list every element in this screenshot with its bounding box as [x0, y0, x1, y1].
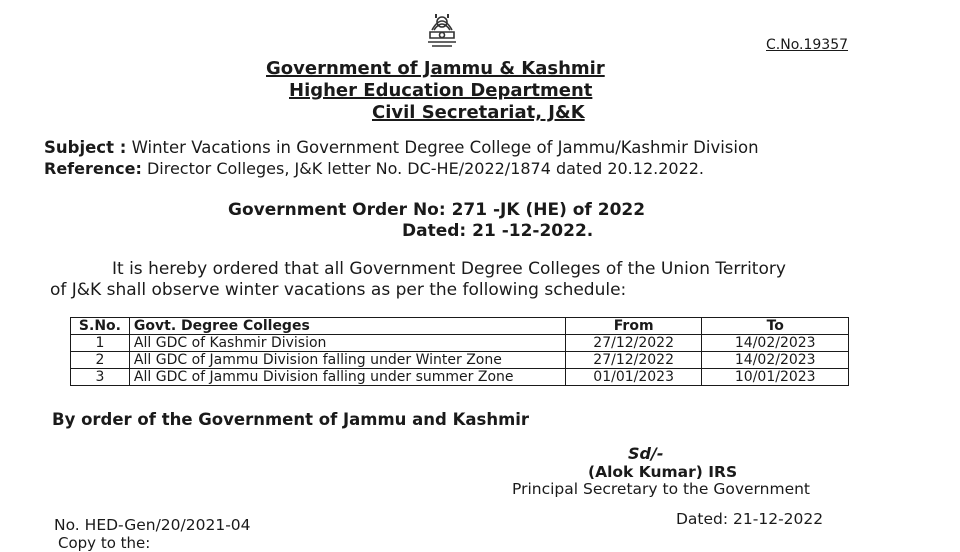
- header-colleges: Govt. Degree Colleges: [129, 318, 565, 335]
- cell-college: All GDC of Kashmir Division: [129, 335, 565, 352]
- reference-line: [44, 159, 704, 178]
- government-heading: Government of Jammu & Kashmir: [266, 58, 605, 79]
- order-body-line-1: It is hereby ordered that all Government Degree Colleges of the Union Territory: [112, 259, 786, 279]
- subject-label: Subject :: [44, 138, 127, 157]
- signatory-name: (Alok Kumar) IRS: [588, 463, 738, 481]
- order-date: Dated: 21 -12-2022.: [402, 221, 594, 241]
- cell-college: All GDC of Jammu Division falling under Winter Zone: [129, 352, 565, 369]
- table-row: [71, 369, 849, 386]
- cell-sno: 2: [71, 352, 130, 369]
- order-number: Government Order No: 271 -JK (HE) of 2022: [228, 200, 646, 220]
- cell-sno: 1: [71, 335, 130, 352]
- cell-from: 27/12/2022: [565, 352, 702, 369]
- cell-to: 10/01/2023: [702, 369, 849, 386]
- by-order-line: By order of the Government of Jammu and Kashmir: [52, 410, 530, 429]
- table-row: [71, 352, 849, 369]
- header-sno: S.No.: [71, 318, 130, 335]
- copy-to-line: Copy to the:: [58, 534, 151, 552]
- signature-mark: Sd/-: [628, 444, 664, 463]
- circular-number: C.No.19357: [766, 37, 849, 53]
- cell-to: 14/02/2023: [702, 352, 849, 369]
- cell-to: 14/02/2023: [702, 335, 849, 352]
- secretariat-heading: Civil Secretariat, J&K: [372, 102, 585, 123]
- department-heading: Higher Education Department: [289, 80, 593, 101]
- cell-from: 01/01/2023: [565, 369, 702, 386]
- reference-text: Director Colleges, J&K letter No. DC-HE/2022/1874 dated 20.12.2022.: [146, 159, 705, 178]
- table-row: [71, 335, 849, 352]
- subject-text: Winter Vacations in Government Degree College of Jammu/Kashmir Division: [131, 138, 759, 157]
- vacation-schedule-table: [70, 317, 849, 386]
- cell-sno: 3: [71, 369, 130, 386]
- cell-from: 27/12/2022: [565, 335, 702, 352]
- file-number: No. HED-Gen/20/2021-04: [54, 516, 251, 534]
- order-body-line-2: of J&K shall observe winter vacations as per the following schedule:: [50, 280, 627, 300]
- cell-college: All GDC of Jammu Division falling under summer Zone: [129, 369, 565, 386]
- header-from: From: [565, 318, 702, 335]
- reference-label: Reference:: [44, 159, 142, 178]
- state-emblem-icon: [418, 8, 466, 56]
- signatory-designation: Principal Secretary to the Government: [512, 480, 811, 498]
- subject-line: [44, 138, 759, 157]
- table-header-row: [71, 318, 849, 335]
- issue-date: Dated: 21-12-2022: [676, 510, 824, 528]
- header-to: To: [702, 318, 849, 335]
